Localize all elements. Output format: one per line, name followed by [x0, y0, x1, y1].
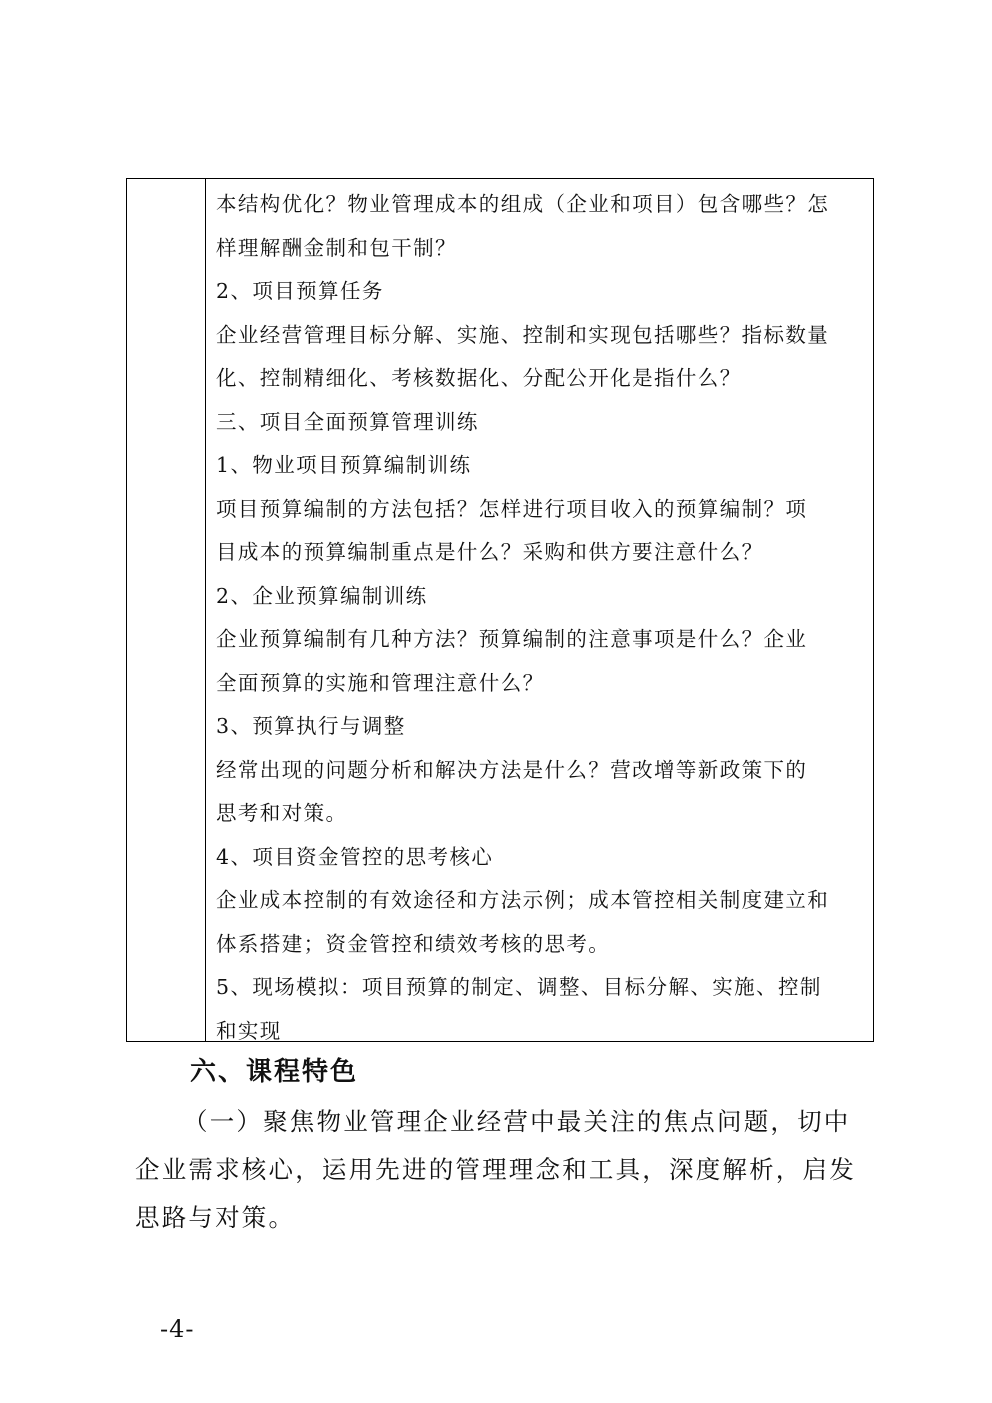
table-line: 2、项目预算任务 — [216, 279, 384, 303]
section-heading: 六、课程特色 — [190, 1057, 359, 1087]
table-line: 和实现 — [216, 1018, 282, 1043]
table-line: 三、项目全面预算管理训练 — [216, 409, 479, 434]
table-line: 企业成本控制的有效途径和方法示例；成本管控相关制度建立和 — [216, 888, 830, 912]
table-line: 本结构优化？物业管理成本的组成（企业和项目）包含哪些？怎 — [216, 192, 830, 216]
table-line: 4、项目资金管控的思考核心 — [216, 844, 494, 869]
table-line: 5、现场模拟：项目预算的制定、调整、目标分解、实施、控制 — [216, 975, 822, 999]
table-line: 样理解酬金制和包干制？ — [216, 235, 457, 260]
table-line: 企业预算编制有几种方法？预算编制的注意事项是什么？企业 — [216, 627, 808, 651]
table-line: 目成本的预算编制重点是什么？采购和供方要注意什么？ — [216, 540, 764, 564]
table-line: 经常出现的问题分析和解决方法是什么？营改增等新政策下的 — [216, 757, 808, 782]
table-line: 思考和对策。 — [216, 801, 348, 825]
table-line: 2、企业预算编制训练 — [216, 583, 428, 608]
table-label-cell — [127, 179, 206, 1041]
table-line: 体系搭建；资金管控和绩效考核的思考。 — [216, 931, 611, 956]
table-line: 3、预算执行与调整 — [216, 714, 406, 738]
course-content-table — [126, 178, 874, 1042]
page-number: -4- — [160, 1315, 195, 1343]
table-content-cell — [206, 179, 873, 1041]
table-line: 1、物业项目预算编制训练 — [216, 453, 472, 477]
feature-paragraph: （一）聚焦物业管理企业经营中最关注的焦点问题，切中企业需求核心，运用先进的管理理念和工具，深度解析，启发思路与对策。 — [135, 1107, 856, 1232]
table-line: 企业经营管理目标分解、实施、控制和实现包括哪些？指标数量 — [216, 322, 830, 347]
table-line: 项目预算编制的方法包括？怎样进行项目收入的预算编制？项 — [216, 496, 808, 521]
table-line: 全面预算的实施和管理注意什么？ — [216, 670, 545, 695]
table-line: 化、控制精细化、考核数据化、分配公开化是指什么？ — [216, 366, 742, 390]
